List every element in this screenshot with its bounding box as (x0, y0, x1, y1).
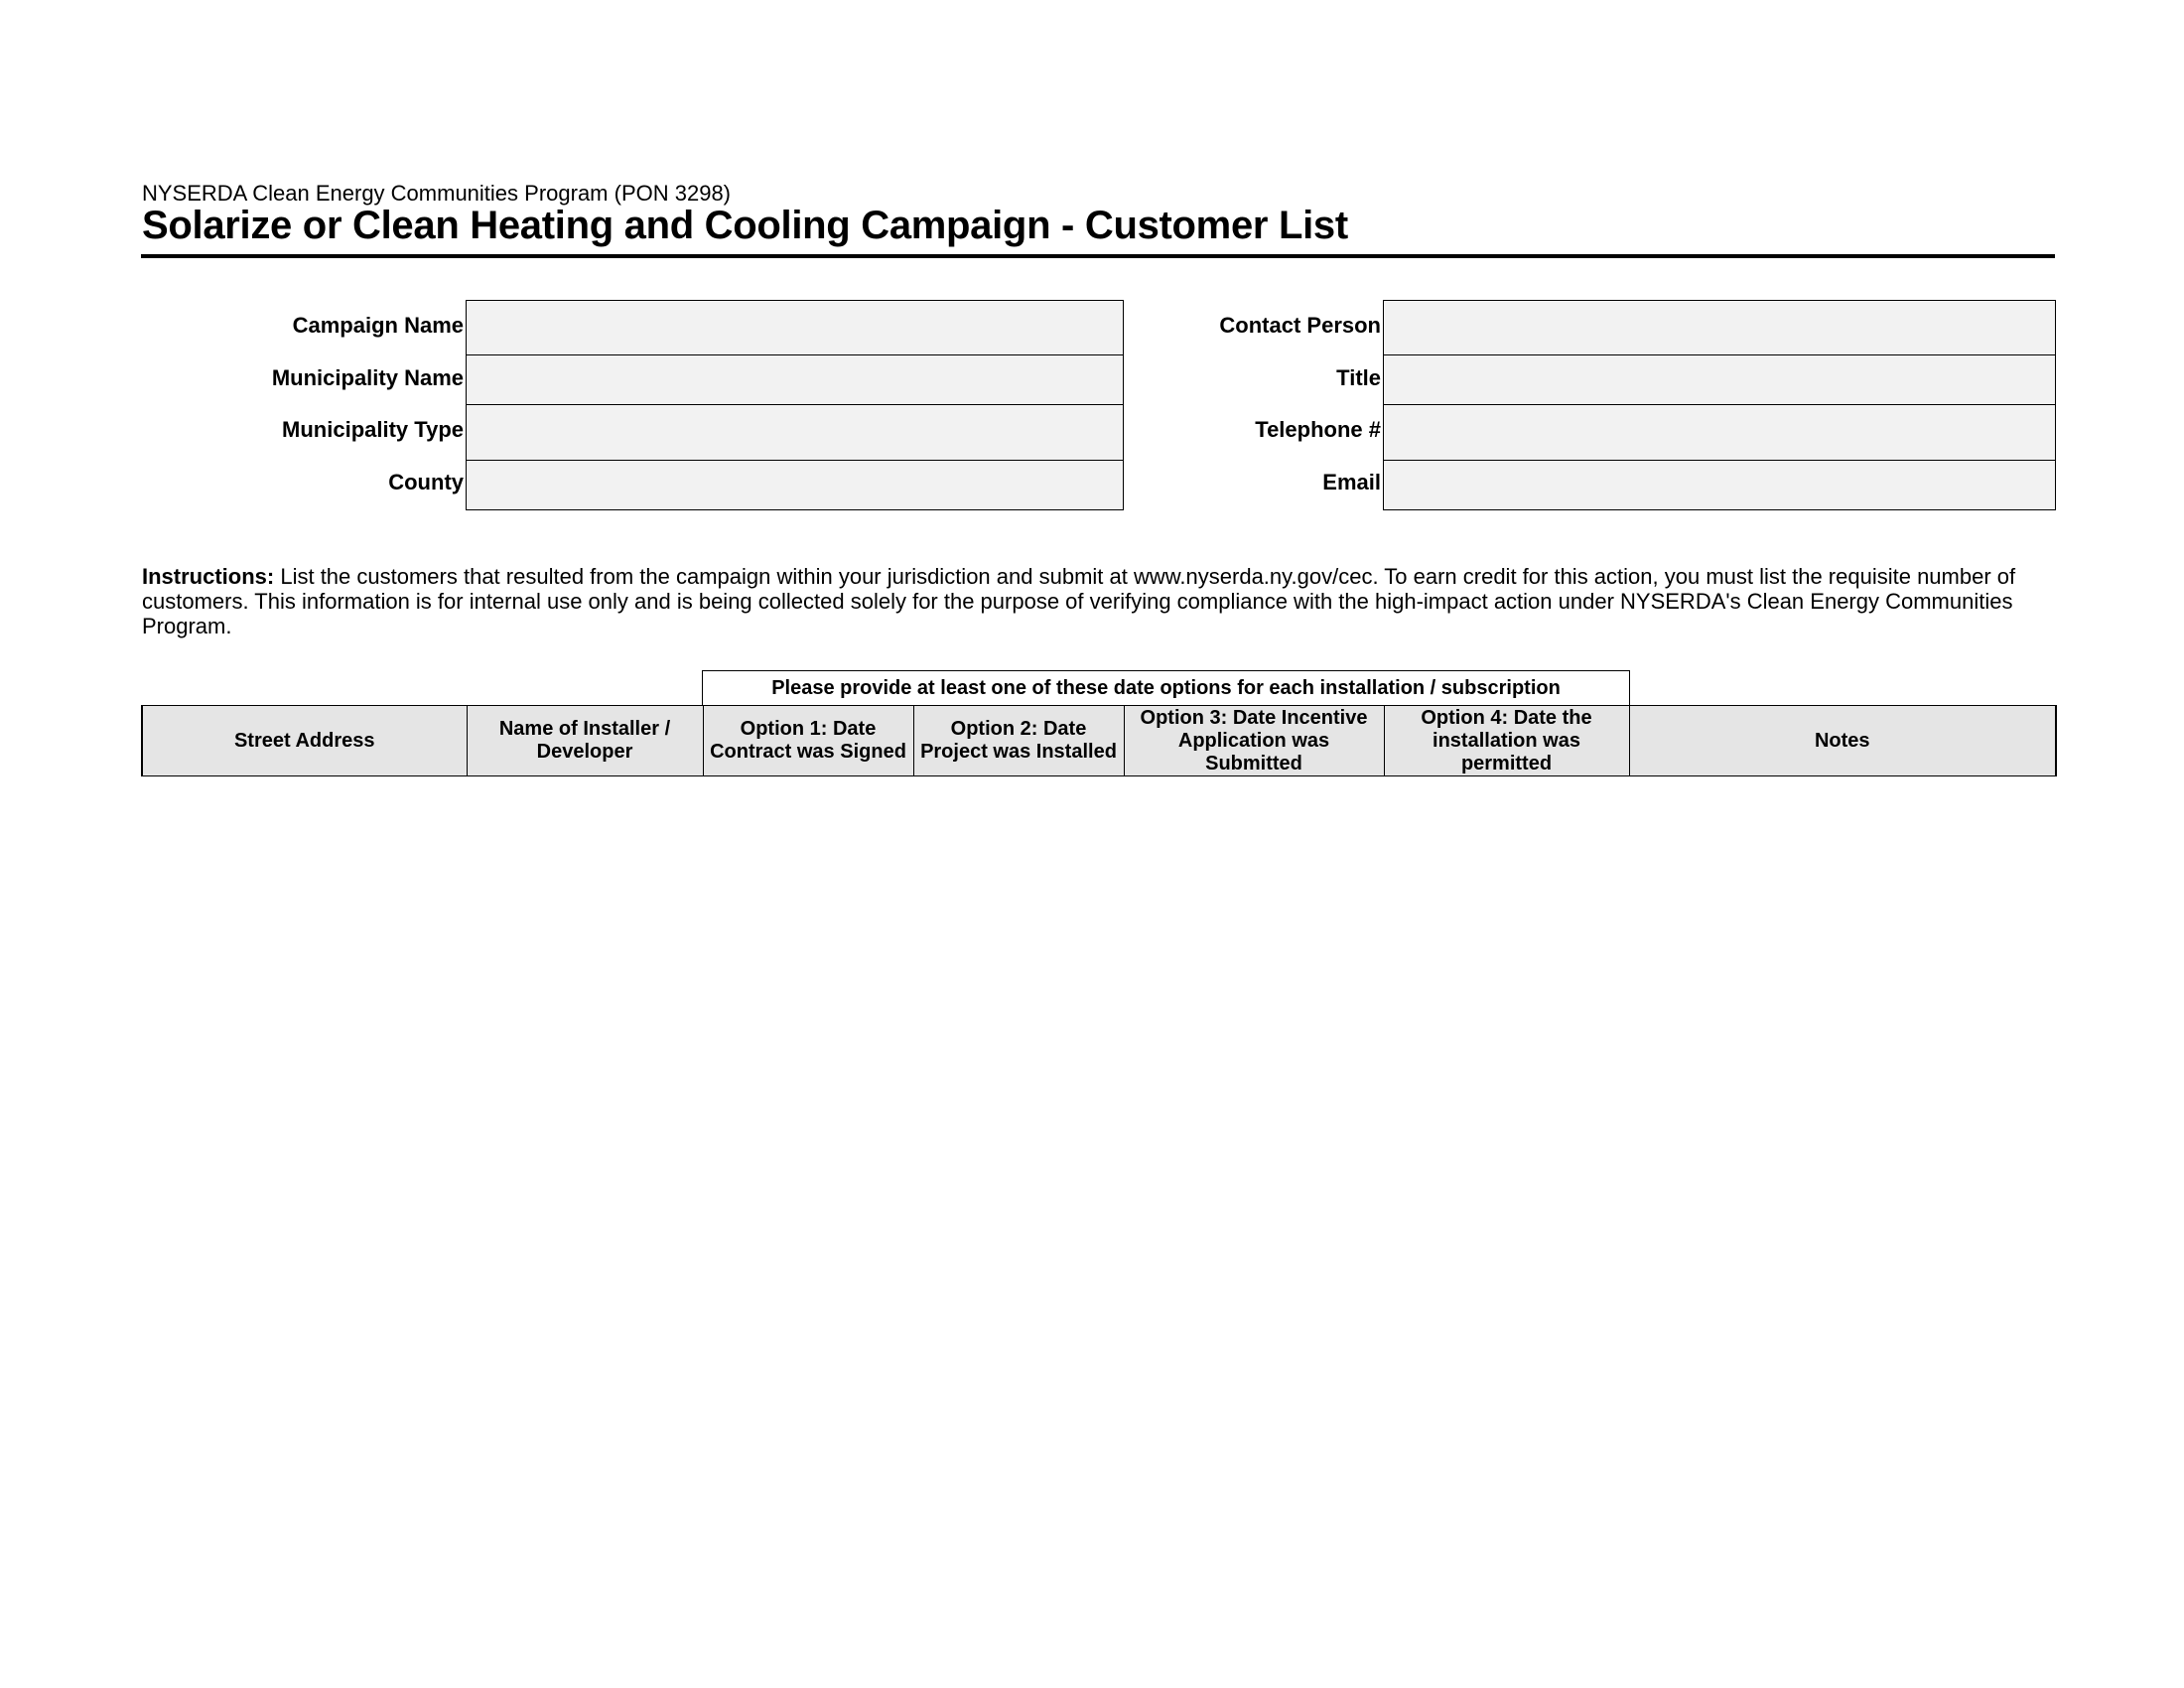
municipality-name-label: Municipality Name (271, 365, 464, 390)
column-header-option-3: Option 3: Date Incentive Application was Submitted (1124, 706, 1384, 776)
contact-person-label: Contact Person (1219, 313, 1381, 338)
email-label: Email (1322, 470, 1381, 494)
campaign-name-field[interactable] (466, 300, 1124, 355)
municipality-name-field[interactable] (466, 354, 1124, 405)
campaign-name-label: Campaign Name (292, 313, 464, 338)
telephone-label: Telephone # (1255, 417, 1381, 442)
table-header-row (142, 706, 2056, 776)
title-field[interactable] (1383, 354, 2056, 405)
contact-person-field[interactable] (1383, 300, 2056, 355)
title-divider (141, 254, 2055, 258)
email-field[interactable] (1383, 460, 2056, 510)
telephone-field[interactable] (1383, 404, 2056, 461)
program-name: NYSERDA Clean Energy Communities Program (PON 3298) (142, 181, 732, 206)
county-label: County (388, 470, 464, 494)
column-header-option-2: Option 2: Date Project was Installed (913, 706, 1124, 776)
column-header-option-1: Option 1: Date Contract was Signed (703, 706, 913, 776)
column-header-option-4: Option 4: Date the installation was permitted (1384, 706, 1629, 776)
column-header-installer: Name of Installer / Developer (467, 706, 703, 776)
instructions (142, 564, 2053, 638)
column-header-notes: Notes (1629, 706, 2056, 776)
instructions-label: Instructions: (142, 564, 275, 589)
column-header-street-address: Street Address (142, 706, 467, 776)
municipality-type-label: Municipality Type (282, 417, 464, 442)
instructions-text: List the customers that resulted from the campaign within your jurisdiction and submit at www.nyserda.ny.gov/cec. To earn credit for this action, you must list the requisite number of customers. This information is for internal use only and is being collected solely for the purpose of verifying compliance with the high-impact action under NYSERDA's Clean Energy Communities Program. (142, 564, 2016, 638)
municipality-type-field[interactable] (466, 404, 1124, 461)
page-title: Solarize or Clean Heating and Cooling Campaign - Customer List (142, 204, 1348, 247)
date-options-group-header: Please provide at least one of these date options for each installation / subscription (702, 670, 1630, 706)
customer-list-table (141, 705, 2057, 776)
county-field[interactable] (466, 460, 1124, 510)
title-label: Title (1336, 365, 1381, 390)
